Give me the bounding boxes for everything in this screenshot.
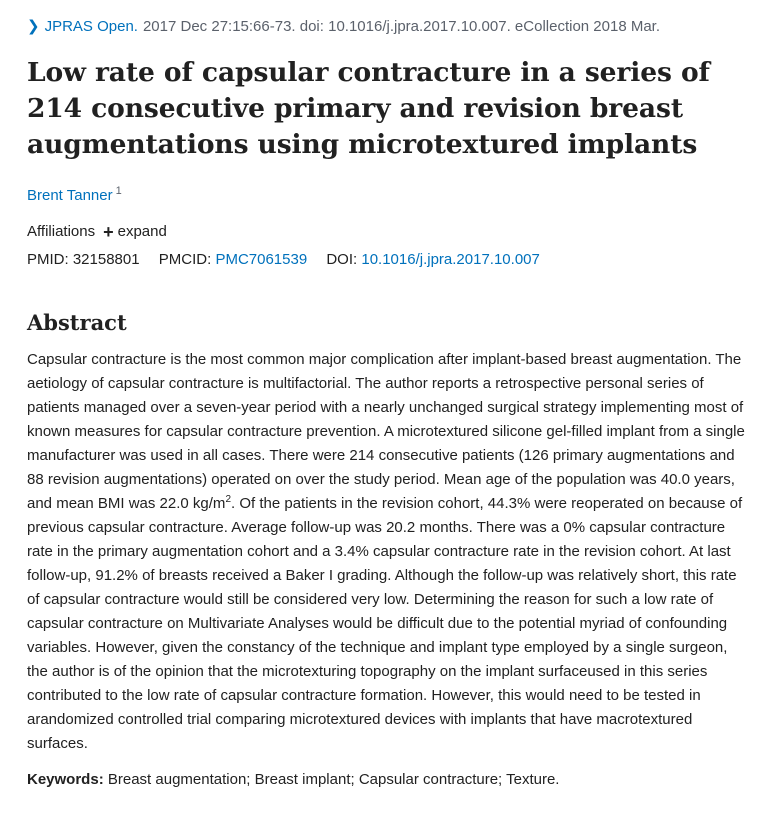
abstract-heading: Abstract (27, 310, 127, 335)
affiliations-label: Affiliations (27, 223, 96, 240)
chevron-right-icon[interactable]: ❯ (27, 18, 40, 35)
affiliation-ref[interactable]: 1 (115, 185, 122, 197)
keywords-label: Keywords: (27, 771, 104, 788)
keywords-text: Breast augmentation; Breast implant; Capsular contracture; Texture. (107, 771, 560, 788)
abstract-part-1: Capsular contracture is the most common major complication after implant-based breast augmentation. The aetiology of capsular contracture is multifactorial. The author reports a retrospective personal series of patients managed over a seven-year period with a nearly unchanged surgical strategy implementing most of known measures for capsular contracture prevention. A microtextured silicone gel-filled implant from a single manufacturer was used in all cases. There were 214 consecutive patients (126 primary augmentations and 88 revision augmentations) operated on over the study period. Mean age of the population was 40.0 years, and mean BMI was 22.0 kg/m (27, 351, 745, 512)
doi-link[interactable]: 10.1016/j.jpra.2017.10.007 (361, 251, 540, 268)
pmid-label: PMID: (27, 251, 69, 268)
doi-label: DOI: (326, 251, 358, 268)
article-page (0, 16, 776, 791)
identifiers-row (27, 250, 748, 270)
affiliations-row (27, 222, 748, 242)
journal-link[interactable]: JPRAS Open. (44, 18, 138, 35)
pmid-value: 32158801 (72, 251, 140, 268)
citation-line (27, 16, 748, 38)
citation-details: 2017 Dec 27:15:66-73. doi: 10.1016/j.jpra.2017.10.007. eCollection 2018 Mar. (142, 18, 661, 35)
plus-icon: + (103, 222, 114, 242)
abstract-text (27, 348, 748, 756)
pmcid-link[interactable]: PMC7061539 (215, 251, 308, 268)
author-link[interactable]: Brent Tanner (27, 187, 113, 204)
pmcid-label: PMCID: (158, 251, 212, 268)
expand-label: expand (117, 223, 167, 240)
article-title: Low rate of capsular contracture in a series of 214 consecutive primary and revision breast augmentations using microtextured implants (27, 57, 710, 160)
abstract-superscript: 2 (225, 494, 231, 505)
keywords-row (27, 769, 748, 791)
author-list (27, 181, 748, 206)
expand-affiliations-button[interactable] (103, 222, 167, 242)
abstract-part-2: . Of the patients in the revision cohort, 44.3% were reoperated on because of previous capsular contracture. Average follow-up was 20.2 months. There was a 0% capsular contracture rate in the primary augmentation cohort and a 3.4% capsular contracture rate in the revision cohort. At last follow-up, 91.2% of breasts received a Baker I grading. Although the follow-up was relatively short, this rate of capsular contracture would still be considered very low. Determining the reason for such a low rate of capsular contracture on Multivariate Analyses would be difficult due to the potential myriad of confounding variables. However, given the constancy of the technique and implant type employed by a single surgeon, the author is of the opinion that the microtexturing topography on the implant surfaceused in this series contributed to the low rate of capsular contracture formation. However, this would need to be tested in arandomized controlled trial comparing microtextured devices with implants that have macrotextured surfaces. (27, 495, 743, 752)
